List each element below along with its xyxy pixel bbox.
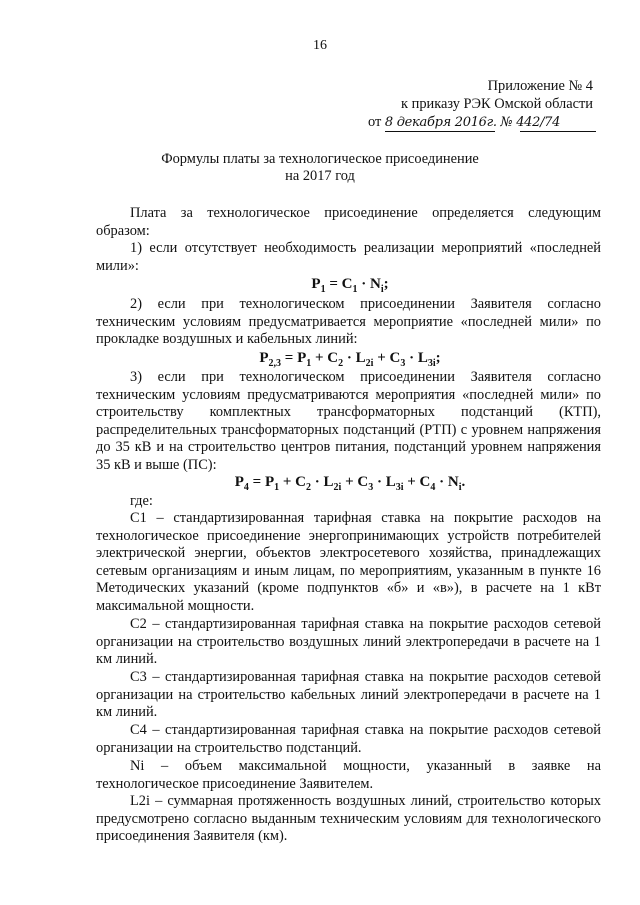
order-reference: к приказу РЭК Омской области (401, 96, 593, 112)
definition-c2: С2 – стандартизированная тарифная ставка на покрытие расходов сетевой организации на строительство воздушных линий электропередачи в расчете на 1 км линий. (96, 616, 601, 668)
definition-c3: С3 – стандартизированная тарифная ставка на покрытие расходов сетевой организации на строительство кабельных линий электропередачи в расчете на 1 км линий. (96, 669, 601, 721)
intro-paragraph: Плата за технологическое присоединение определяется следующим образом: (96, 205, 601, 239)
formula-2: $P_{2,3} = P_1 + C_2 \cdot L_{2i} + C_3 \cdot L_{3i}$; (259, 350, 441, 369)
appendix-label: Приложение № 4 (487, 78, 593, 94)
formula-1: $P_1 = C_1 \cdot N_i$; (311, 276, 389, 295)
case-3-paragraph: 3) если при технологическом присоединении Заявителя согласно техническим условиям предусматриваются мероприятия «последней мили» по строительству комплектных трансформаторных подстанций (КТП), распределительных трансформаторных подстанций (РТП) с уровнем напряжения до 35 кВ и на строительство центров питания, подстанций уровнем напряжения 35 кВ и выше (ПС): (96, 369, 601, 473)
document-title-line2: на 2017 год (285, 168, 355, 184)
page-number: 16 (313, 38, 327, 53)
case-2-paragraph: 2) если при технологическом присоединении Заявителя согласно техническим условиям предусматривается мероприятие «последней мили» по прокладке воздушных и кабельных линий: (96, 296, 601, 348)
definition-l2i: L2i – суммарная протяженность воздушных линий, строительство которых предусмотрено согласно выданным техническим условиям для технологического присоединения Заявителя (км). (96, 793, 601, 845)
date-prefix: от (368, 114, 382, 130)
document-title-line1: Формулы платы за технологическое присоединение (161, 151, 479, 167)
order-date-line (368, 114, 598, 132)
where-label: где: (130, 493, 153, 509)
date-underline (385, 131, 495, 132)
definition-c4: С4 – стандартизированная тарифная ставка на покрытие расходов сетевой организации на строительство подстанций. (96, 722, 601, 756)
definition-ni: Ni – объем максимальной мощности, указанный в заявке на технологическое присоединение Заявителем. (96, 758, 601, 792)
case-1-paragraph: 1) если отсутствует необходимость реализации мероприятий «последней мили»: (96, 240, 601, 274)
handwritten-date: 8 декабря 2016г. (384, 115, 497, 130)
definition-c1: С1 – стандартизированная тарифная ставка на покрытие расходов на технологическое присоединение энергопринимающих устройств потребителей электрической энергии, объектов электросетевого хозяйства, принадлежащих сетевым организациям и иным лицам, по мероприятиям, указанным в пункте 16 Методических указаний (кроме подпунктов «б» и «в»), в расчете на 1 кВт максимальной мощности. (96, 510, 601, 614)
formula-3: $P_4 = P_1 + C_2 \cdot L_{2i} + C_3 \cdot L_{3i} + C_4 \cdot N_i$. (234, 474, 466, 493)
handwritten-number: № 442/74 (500, 115, 561, 130)
number-underline (520, 131, 596, 132)
